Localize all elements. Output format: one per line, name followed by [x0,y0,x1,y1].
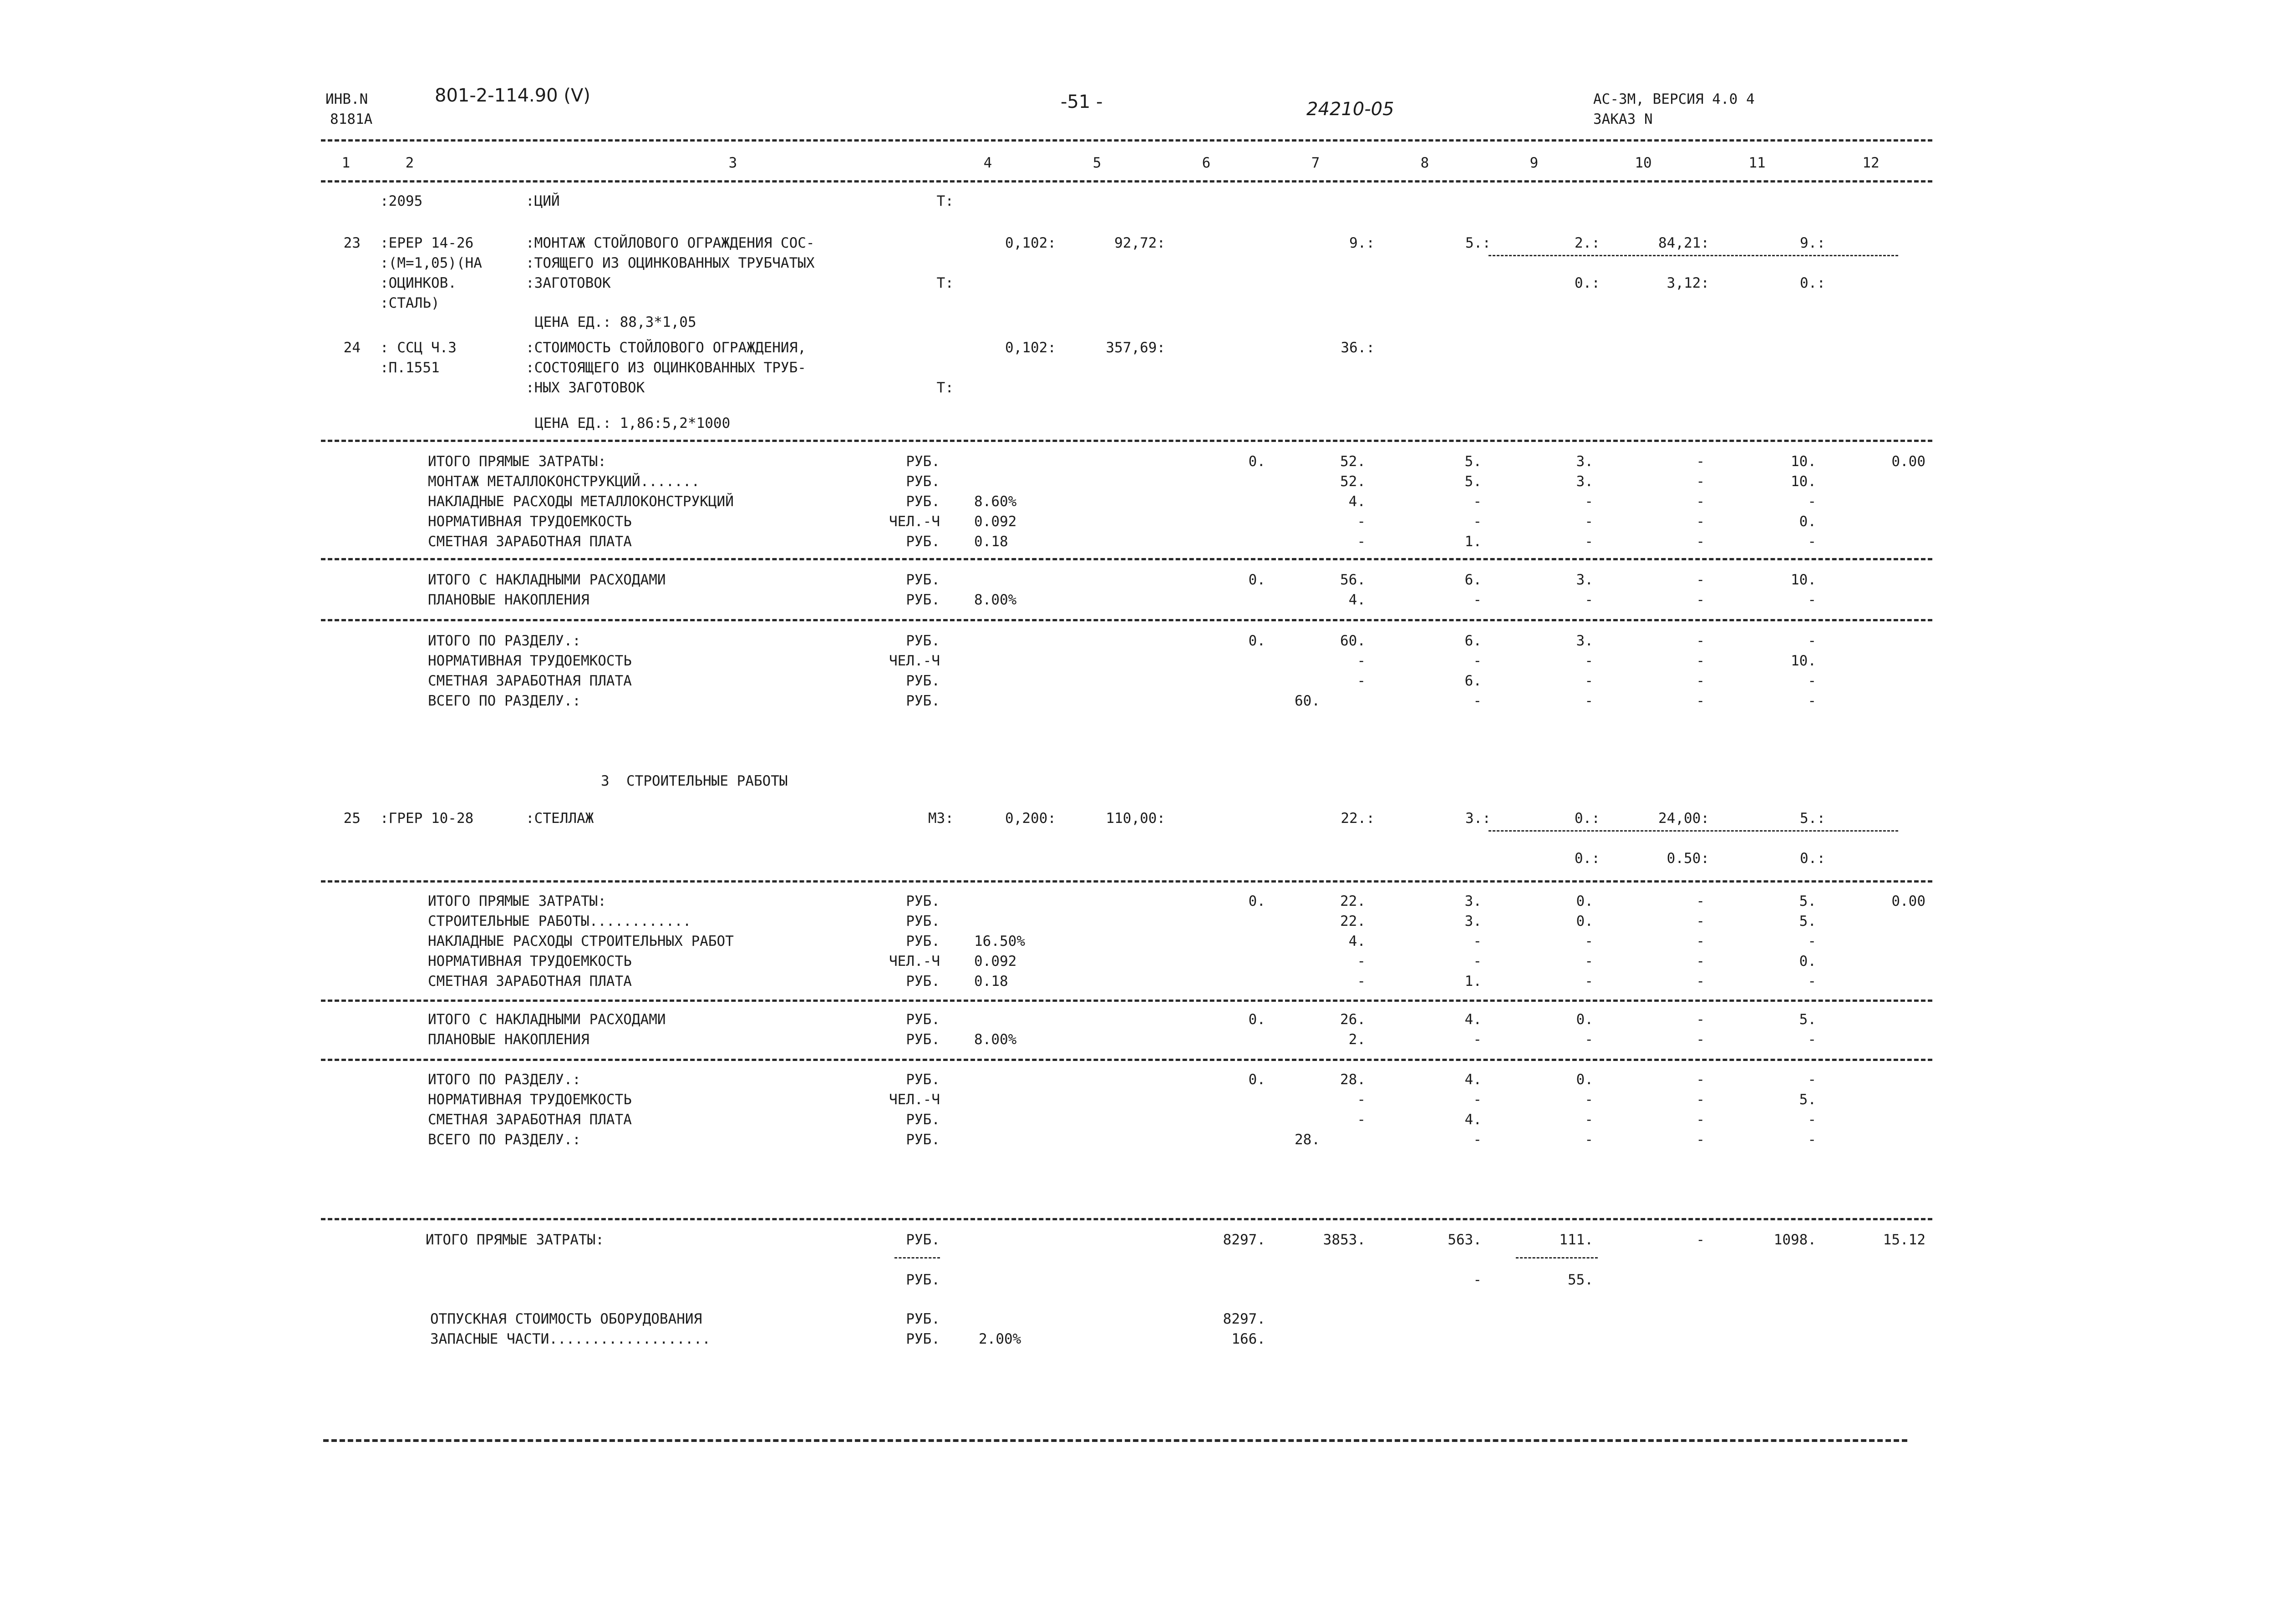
summary-row-label: НАКЛАДНЫЕ РАСХОДЫ СТРОИТЕЛЬНЫХ РАБОТ [428,933,734,949]
item-code-line: :П.1551 [380,360,440,376]
summary-row-c11: 10. [1791,473,1816,490]
section-total-row-c7: - [1357,653,1366,669]
column-header-10: 10 [1635,155,1652,171]
overhead-row-rate: 8.00% [974,1031,1017,1048]
column-header-9: 9 [1529,155,1539,171]
section-total-row-c6: 0. [1248,633,1265,649]
overhead-row-label: ПЛАНОВЫЕ НАКОПЛЕНИЯ [428,592,589,608]
overhead-row-unit: РУБ. [906,572,940,588]
inv-number: 8181А [330,111,373,127]
summary-row-c8: - [1473,953,1482,969]
overhead-row-c9: - [1585,1031,1593,1048]
summary-row-c8: 5. [1464,473,1482,490]
section-rule [321,619,1932,621]
summary-row-c7: 52. [1340,453,1366,470]
summary-row-c10: - [1696,533,1705,550]
summary-row-c8: - [1473,933,1482,949]
column-header-4: 4 [983,155,992,171]
section-total-row-c7: 28. [1340,1071,1366,1088]
summary-row-c11: - [1808,973,1816,990]
item-sub-c9: 0.: [1575,275,1600,291]
item-description-line: :ЦИЙ [526,193,560,209]
item-c11: 9.: [1800,235,1825,251]
overhead-row-c7: 2. [1348,1031,1366,1048]
summary-row-c8: 1. [1464,973,1482,990]
equipment-rate: 2.00% [979,1331,1021,1347]
equipment-label: ОТПУСКНАЯ СТОИМОСТЬ ОБОРУДОВАНИЯ [430,1311,702,1327]
section-total-row-c10: - [1696,653,1705,669]
summary-row-c8: - [1473,493,1482,510]
overhead-row-c11: - [1808,592,1816,608]
grand-total-unit: РУБ. [906,1232,940,1248]
item-code-line: :ОЦИНКОВ. [380,275,457,291]
item-description-line: :НЫХ ЗАГОТОВОК [526,380,645,396]
summary-row-c11: 5. [1799,893,1816,909]
grand-c9-underline [1516,1257,1598,1259]
section-total-row-c8: 4. [1464,1071,1482,1088]
item-c8: 3.: [1465,810,1491,827]
item-unit: Т: [936,275,954,291]
summary-row-label: НОРМАТИВНАЯ ТРУДОЕМКОСТЬ [428,953,632,969]
item-price-note: ЦЕНА ЕД.: 1,86:5,2*1000 [535,415,731,431]
summary-row-c9: 0. [1576,893,1593,909]
item-number: 23 [343,235,361,251]
summary-row-c9: - [1585,533,1593,550]
section-total-row-c7: - [1357,1091,1366,1108]
section-rule [321,1059,1932,1061]
section-title: 3 СТРОИТЕЛЬНЫЕ РАБОТЫ [601,773,788,789]
section-total-row-c11: - [1808,693,1816,709]
grand-total-c9: 111. [1559,1232,1593,1248]
column-header-1: 1 [341,155,351,171]
summary-row-label: СТРОИТЕЛЬНЫЕ РАБОТЫ............ [428,913,691,929]
inv-label: ИНВ.N [325,91,368,107]
summary-row-c10: - [1696,493,1705,510]
grand-total-unit-2: РУБ. [906,1272,940,1288]
summary-row-c9: - [1585,973,1593,990]
summary-row-c10: - [1696,933,1705,949]
overhead-row-unit: РУБ. [906,1031,940,1048]
section-total-row-label: СМЕТНАЯ ЗАРАБОТНАЯ ПЛАТА [428,1111,632,1128]
section-total-row-c10: - [1696,693,1705,709]
summary-row-unit: РУБ. [906,453,940,470]
grand-total-c6: 8297. [1223,1232,1265,1248]
summary-row-unit: ЧЕЛ.-Ч [889,513,940,530]
overhead-row-c9: 3. [1576,572,1593,588]
item-sub-c10: 3,12: [1666,275,1709,291]
overhead-row-unit: РУБ. [906,592,940,608]
section-total-row-c10: - [1696,1091,1705,1108]
item-sub-divider [1489,830,1898,832]
section-total-row-c11: - [1808,1111,1816,1128]
item-description-line: :МОНТАЖ СТОЙЛОВОГО ОГРАЖДЕНИЯ СОС- [526,235,815,251]
overhead-row-c7: 4. [1348,592,1366,608]
section-total-row-unit: РУБ. [906,693,940,709]
overhead-row-c6: 0. [1248,572,1265,588]
section-total-row-c7: - [1357,673,1366,689]
section-total-row-c9: - [1585,693,1593,709]
summary-row-c12: 0.00 [1891,453,1925,470]
summary-row-rate: 0.092 [974,513,1017,530]
section-total-row-c8: 6. [1464,673,1482,689]
grand-total-c10: - [1696,1232,1705,1248]
summary-row-unit: РУБ. [906,973,940,990]
document-code: 801-2-114.90 (Ⅴ) [435,85,590,106]
summary-row-c8: 5. [1464,453,1482,470]
item-quantity: 0,102: [1005,235,1056,251]
section-rule [321,440,1932,442]
summary-row-label: ИТОГО ПРЯМЫЕ ЗАТРАТЫ: [428,893,606,909]
summary-row-c6: 0. [1248,453,1265,470]
overhead-row-label: ИТОГО С НАКЛАДНЫМИ РАСХОДАМИ [428,1011,666,1028]
summary-row-c10: - [1696,913,1705,929]
item-c10: 84,21: [1658,235,1709,251]
summary-row-c8: - [1473,513,1482,530]
summary-row-rate: 0.18 [974,533,1008,550]
summary-row-c8: 3. [1464,913,1482,929]
item-code-line: :СТАЛЬ) [380,295,440,311]
item-code-line: : ССЦ Ч.3 [380,340,457,356]
summary-row-c10: - [1696,953,1705,969]
summary-row-rate: 0.18 [974,973,1008,990]
overhead-row-c10: - [1696,572,1705,588]
section-total-row-label: СМЕТНАЯ ЗАРАБОТНАЯ ПЛАТА [428,673,632,689]
overhead-row-unit: РУБ. [906,1011,940,1028]
item-c10: 24,00: [1658,810,1709,827]
item-code: :ГРЕР 10-28 [380,810,474,827]
item-unit-price: 110,00: [1106,810,1165,827]
section-rule [321,1000,1932,1002]
summary-row-c7: - [1357,973,1366,990]
order-number-handwritten: 24210-05 [1306,99,1394,120]
footer-dashes [323,1439,1907,1442]
section-total-row-c9: 0. [1576,1071,1593,1088]
summary-row-c9: 3. [1576,453,1593,470]
equipment-value: 8297. [1223,1311,1265,1327]
section-total-row-c9: 3. [1576,633,1593,649]
summary-row-c11: - [1808,533,1816,550]
summary-row-c10: - [1696,973,1705,990]
section-total-row-unit: РУБ. [906,1111,940,1128]
section-total-row-c10: - [1696,1132,1705,1148]
item-c7: 36.: [1341,340,1375,356]
section-total-row-unit: РУБ. [906,1071,940,1088]
header-rule-bottom [321,180,1932,183]
section-total-row-c9: - [1585,673,1593,689]
summary-row-c9: - [1585,953,1593,969]
grand-total-c7: 3853. [1323,1232,1366,1248]
item-code-line: :ЕРЕР 14-26 [380,235,474,251]
section-total-row-c6: 0. [1248,1071,1265,1088]
section-total-row-c6: 28. [1295,1132,1320,1148]
summary-row-c10: - [1696,473,1705,490]
equipment-unit: РУБ. [906,1331,940,1347]
summary-row-unit: РУБ. [906,913,940,929]
summary-row-c11: - [1808,933,1816,949]
summary-row-c10: - [1696,513,1705,530]
item-code-line: :2095 [380,193,423,209]
column-header-2: 2 [405,155,414,171]
item-unit: Т: [936,380,954,396]
section-total-row-label: ИТОГО ПО РАЗДЕЛУ.: [428,633,581,649]
summary-row-rate: 0.092 [974,953,1017,969]
summary-row-label: НАКЛАДНЫЕ РАСХОДЫ МЕТАЛЛОКОНСТРУКЦИЙ [428,493,734,510]
summary-row-c10: - [1696,453,1705,470]
section-total-row-c8: - [1473,1091,1482,1108]
summary-row-c7: - [1357,953,1366,969]
summary-row-label: СМЕТНАЯ ЗАРАБОТНАЯ ПЛАТА [428,973,632,990]
column-header-7: 7 [1311,155,1320,171]
section-total-row-c11: - [1808,1132,1816,1148]
summary-row-c10: - [1696,893,1705,909]
overhead-row-c7: 26. [1340,1011,1366,1028]
section-total-row-c11: - [1808,633,1816,649]
item-quantity: 0,102: [1005,340,1056,356]
section-total-row-c8: 4. [1464,1111,1482,1128]
summary-row-c7: 22. [1340,913,1366,929]
equipment-label: ЗАПАСНЫЕ ЧАСТИ................... [430,1331,711,1347]
grand-total-c12: 15.12 [1883,1232,1925,1248]
summary-row-unit: ЧЕЛ.-Ч [889,953,940,969]
summary-row-c7: 22. [1340,893,1366,909]
summary-row-c7: 4. [1348,933,1366,949]
summary-row-c12: 0.00 [1891,893,1925,909]
overhead-row-rate: 8.00% [974,592,1017,608]
summary-row-c11: 10. [1791,453,1816,470]
section-rule [321,880,1932,883]
grand-total-c8-second: - [1473,1272,1482,1288]
summary-row-c9: 3. [1576,473,1593,490]
summary-row-unit: РУБ. [906,933,940,949]
item-description: :СТЕЛЛАЖ [526,810,594,827]
section-total-row-c9: - [1585,1091,1593,1108]
item-code-line: :(М=1,05)(НА [380,255,482,271]
item-c8: 5.: [1465,235,1491,251]
overhead-row-c7: 56. [1340,572,1366,588]
section-total-row-unit: ЧЕЛ.-Ч [889,1091,940,1108]
overhead-row-label: ИТОГО С НАКЛАДНЫМИ РАСХОДАМИ [428,572,666,588]
section-total-row-c6: 60. [1295,693,1320,709]
section-total-row-c11: 10. [1791,653,1816,669]
section-total-row-c9: - [1585,1132,1593,1148]
item-sub-divider [1489,255,1898,256]
summary-row-rate: 16.50% [974,933,1025,949]
section-total-row-label: НОРМАТИВНАЯ ТРУДОЕМКОСТЬ [428,653,632,669]
section-total-row-c10: - [1696,673,1705,689]
item-price-note: ЦЕНА ЕД.: 88,3*1,05 [535,314,696,330]
section-total-row-label: НОРМАТИВНАЯ ТРУДОЕМКОСТЬ [428,1091,632,1108]
overhead-row-c10: - [1696,1011,1705,1028]
grand-total-c11: 1098. [1773,1232,1816,1248]
summary-row-c11: 0. [1799,513,1816,530]
section-total-row-unit: РУБ. [906,1132,940,1148]
section-total-row-unit: ЧЕЛ.-Ч [889,653,940,669]
section-total-row-c11: - [1808,673,1816,689]
grand-total-c8: 563. [1448,1232,1482,1248]
summary-row-c6: 0. [1248,893,1265,909]
overhead-row-c8: - [1473,592,1482,608]
section-total-row-unit: РУБ. [906,673,940,689]
overhead-row-c8: 4. [1464,1011,1482,1028]
overhead-row-c6: 0. [1248,1011,1265,1028]
item-unit: М3: [928,810,954,827]
summary-row-c9: - [1585,513,1593,530]
item-c7: 9.: [1349,235,1375,251]
program-version: АС-3М, ВЕРСИЯ 4.0 4 [1593,91,1755,107]
overhead-row-c9: 0. [1576,1011,1593,1028]
order-label: ЗАКАЗ N [1593,111,1653,127]
grand-total-c9-second: 55. [1568,1272,1593,1288]
item-unit-price: 357,69: [1106,340,1165,356]
item-description-line: :ЗАГОТОВОК [526,275,611,291]
item-c7: 22.: [1341,810,1375,827]
summary-row-label: МОНТАЖ МЕТАЛЛОКОНСТРУКЦИЙ....... [428,473,700,490]
grand-total-rule [321,1218,1932,1220]
header-rule-top [321,139,1932,142]
item-sub-c11: 0.: [1800,850,1825,867]
section-total-row-label: ВСЕГО ПО РАЗДЕЛУ.: [428,693,581,709]
grand-total-label: ИТОГО ПРЯМЫЕ ЗАТРАТЫ: [426,1232,604,1248]
section-total-row-c8: - [1473,693,1482,709]
item-quantity: 0,200: [1005,810,1056,827]
section-rule [321,558,1932,560]
overhead-row-c11: 5. [1799,1011,1816,1028]
section-total-row-c9: - [1585,653,1593,669]
summary-row-c8: 1. [1464,533,1482,550]
item-unit-price: 92,72: [1114,235,1165,251]
section-total-row-c11: - [1808,1071,1816,1088]
grand-unit-underline [894,1257,940,1259]
item-sub-c9: 0.: [1575,850,1600,867]
overhead-row-c10: - [1696,592,1705,608]
item-description-line: :ТОЯЩЕГО ИЗ ОЦИНКОВАННЫХ ТРУБЧАТЫХ [526,255,815,271]
item-number: 24 [343,340,361,356]
section-total-row-label: ВСЕГО ПО РАЗДЕЛУ.: [428,1132,581,1148]
overhead-row-c11: - [1808,1031,1816,1048]
section-total-row-c8: - [1473,653,1482,669]
section-total-row-c8: - [1473,1132,1482,1148]
overhead-row-label: ПЛАНОВЫЕ НАКОПЛЕНИЯ [428,1031,589,1048]
item-description-line: :СТОИМОСТЬ СТОЙЛОВОГО ОГРАЖДЕНИЯ, [526,340,806,356]
overhead-row-c9: - [1585,592,1593,608]
column-header-12: 12 [1862,155,1880,171]
section-total-row-c10: - [1696,1111,1705,1128]
summary-row-c11: 5. [1799,913,1816,929]
overhead-row-c8: - [1473,1031,1482,1048]
item-sub-c11: 0.: [1800,275,1825,291]
overhead-row-c11: 10. [1791,572,1816,588]
section-total-row-c7: - [1357,1111,1366,1128]
summary-row-c7: 52. [1340,473,1366,490]
item-c9: 2.: [1575,235,1600,251]
equipment-value: 166. [1231,1331,1265,1347]
summary-row-c11: - [1808,493,1816,510]
item-description-line: :СОСТОЯЩЕГО ИЗ ОЦИНКОВАННЫХ ТРУБ- [526,360,806,376]
section-total-row-c9: - [1585,1111,1593,1128]
section-total-row-label: ИТОГО ПО РАЗДЕЛУ.: [428,1071,581,1088]
summary-row-rate: 8.60% [974,493,1017,510]
column-header-5: 5 [1092,155,1102,171]
summary-row-label: СМЕТНАЯ ЗАРАБОТНАЯ ПЛАТА [428,533,632,550]
section-total-row-c10: - [1696,1071,1705,1088]
summary-row-label: ИТОГО ПРЯМЫЕ ЗАТРАТЫ: [428,453,606,470]
summary-row-unit: РУБ. [906,493,940,510]
column-header-6: 6 [1202,155,1211,171]
summary-row-c7: - [1357,513,1366,530]
item-c11: 5.: [1800,810,1825,827]
summary-row-unit: РУБ. [906,533,940,550]
overhead-row-c10: - [1696,1031,1705,1048]
summary-row-c7: - [1357,533,1366,550]
item-unit: Т: [936,193,954,209]
column-header-8: 8 [1420,155,1429,171]
section-total-row-unit: РУБ. [906,633,940,649]
section-total-row-c11: 5. [1799,1091,1816,1108]
summary-row-label: НОРМАТИВНАЯ ТРУДОЕМКОСТЬ [428,513,632,530]
summary-row-unit: РУБ. [906,473,940,490]
summary-row-c9: - [1585,493,1593,510]
page-mark: -51 - [1061,91,1103,112]
equipment-unit: РУБ. [906,1311,940,1327]
column-header-11: 11 [1748,155,1766,171]
summary-row-c7: 4. [1348,493,1366,510]
section-total-row-c8: 6. [1464,633,1482,649]
section-total-row-c7: 60. [1340,633,1366,649]
section-total-row-c10: - [1696,633,1705,649]
summary-row-unit: РУБ. [906,893,940,909]
summary-row-c9: 0. [1576,913,1593,929]
item-c9: 0.: [1575,810,1600,827]
item-number: 25 [343,810,361,827]
item-sub-c10: 0.50: [1666,850,1709,867]
summary-row-c8: 3. [1464,893,1482,909]
summary-row-c11: 0. [1799,953,1816,969]
summary-row-c9: - [1585,933,1593,949]
overhead-row-c8: 6. [1464,572,1482,588]
column-header-3: 3 [728,155,737,171]
